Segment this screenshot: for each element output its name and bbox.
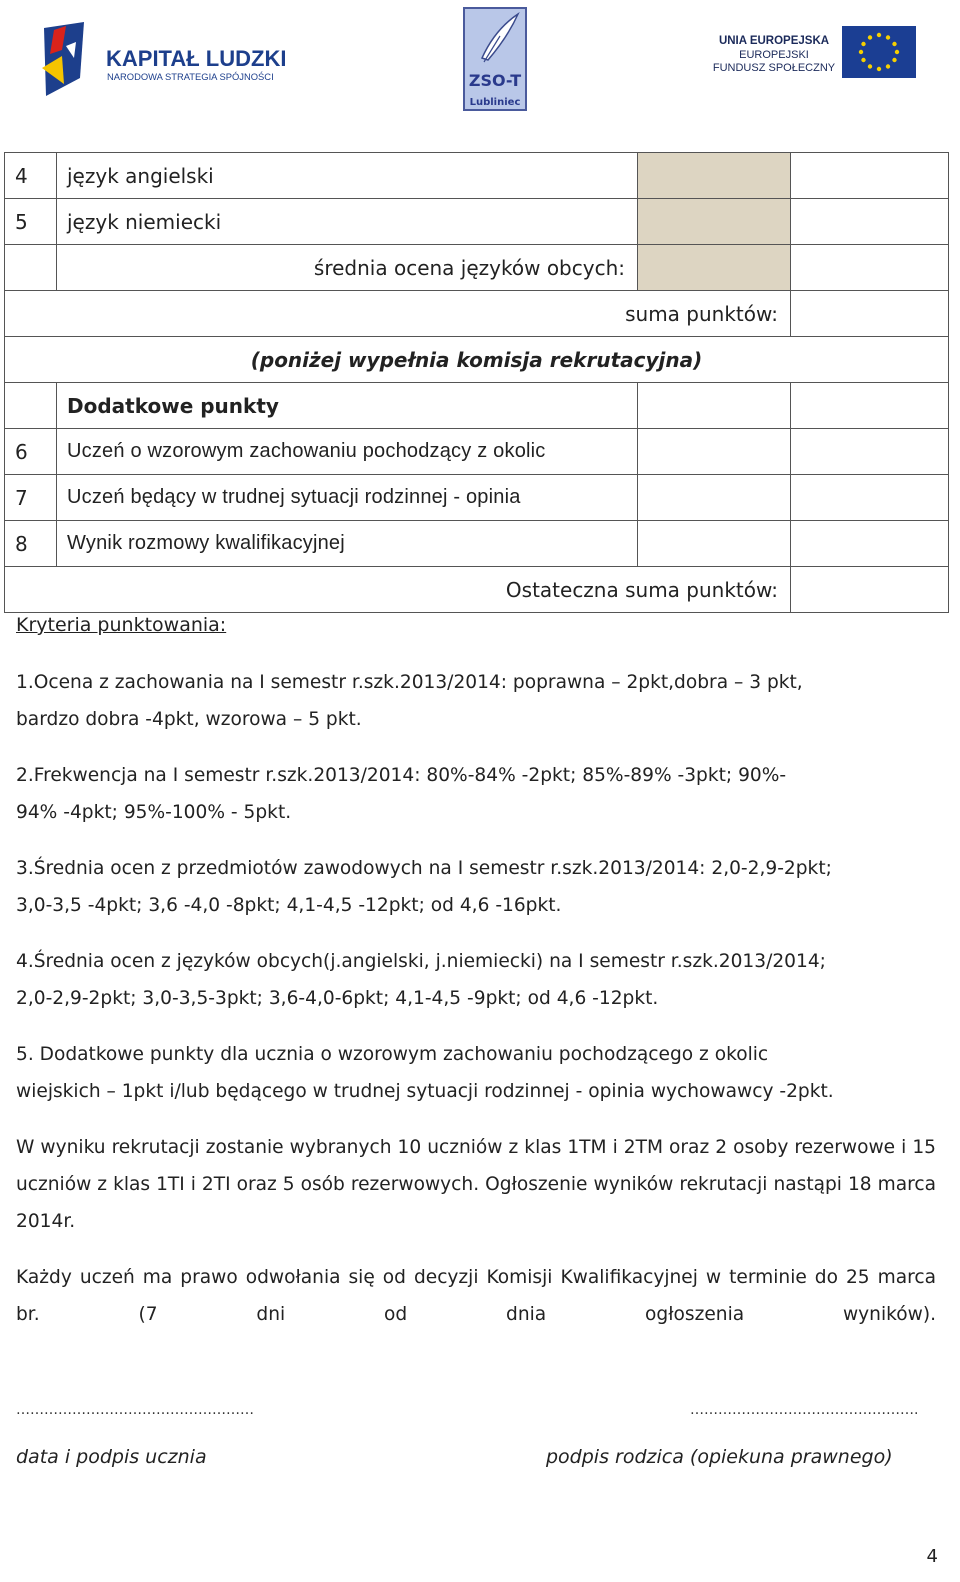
parent-signature-line[interactable]: …………………………………………. [690, 1402, 919, 1418]
row-number: 7 [5, 475, 57, 521]
criteria-heading: Kryteria punktowania: [16, 614, 227, 636]
row-number: 5 [5, 199, 57, 245]
kapital-ludzki-logo [36, 20, 326, 104]
grade-cell[interactable] [638, 199, 791, 245]
sum-points-cell[interactable] [791, 291, 949, 337]
row-number: 8 [5, 521, 57, 567]
row-label: język angielski [57, 153, 638, 199]
empty-cell [791, 383, 949, 429]
grade-cell[interactable] [638, 153, 791, 199]
criteria-list [16, 664, 936, 1352]
row-label: Uczeń o wzorowym zachowaniu pochodzący z okolic [57, 429, 638, 475]
criterion-3 [16, 850, 936, 924]
final-sum-label: Ostateczna suma punktów: [5, 567, 791, 613]
criterion-3-line-a: 3.Średnia ocen z przedmiotów zawodowych na I semestr r.szk.2013/2014: 2,0-2,9-2pkt; [16, 858, 832, 879]
page-number: 4 [926, 1546, 938, 1567]
table-row [5, 567, 949, 613]
final-sum-cell[interactable] [791, 567, 949, 613]
zso-t-logo [462, 6, 528, 112]
points-cell[interactable] [791, 153, 949, 199]
committee-note: (poniżej wypełnia komisja rekrutacyjna) [5, 337, 949, 383]
row-number: 4 [5, 153, 57, 199]
recruitment-form-table [4, 152, 949, 613]
table-row [5, 475, 949, 521]
table-row [5, 153, 949, 199]
kl-title: KAPITAŁ LUDZKI [106, 46, 287, 71]
average-language-label: średnia ocena języków obcych: [57, 245, 638, 291]
table-row [5, 337, 949, 383]
row-label: Uczeń będący w trudnej sytuacji rodzinnej - opinia [57, 475, 638, 521]
criterion-2 [16, 757, 936, 831]
grade-cell[interactable] [638, 521, 791, 567]
empty-cell [638, 383, 791, 429]
table-row [5, 245, 949, 291]
appeal-info: Każdy uczeń ma prawo odwołania się od decyzji Komisji Kwalifikacyjnej w terminie do 25 marca br. (7 dni od dnia ogłoszenia wyników). [16, 1267, 936, 1325]
zso-city: Lubliniec [469, 97, 521, 108]
criterion-3-line-b: 3,0-3,5 -4pkt; 3,6 -4,0 -8pkt; 4,1-4,5 -12pkt; od 4,6 -16pkt. [16, 895, 562, 916]
table-row [5, 521, 949, 567]
points-cell[interactable] [791, 521, 949, 567]
points-cell[interactable] [791, 245, 949, 291]
row-label: język niemiecki [57, 199, 638, 245]
table-row [5, 429, 949, 475]
empty-cell [5, 245, 57, 291]
ue-efs-logo [694, 16, 920, 86]
extra-points-header: Dodatkowe punkty [57, 383, 638, 429]
points-cell[interactable] [791, 199, 949, 245]
average-language-cell[interactable] [638, 245, 791, 291]
table-row [5, 383, 949, 429]
criterion-5 [16, 1036, 936, 1110]
ue-line3: FUNDUSZ SPOŁECZNY [712, 62, 836, 74]
ue-line2: EUROPEJSKI [739, 49, 809, 61]
grade-cell[interactable] [638, 475, 791, 521]
points-cell[interactable] [791, 475, 949, 521]
row-number: 6 [5, 429, 57, 475]
criterion-5-line-a: 5. Dodatkowe punkty dla ucznia o wzorowym zachowaniu pochodzącego z okolic [16, 1044, 769, 1065]
table-row [5, 199, 949, 245]
criterion-5-line-b: wiejskich – 1pkt i/lub będącego w trudnej sytuacji rodzinnej - opinia wychowawcy -2pkt. [16, 1081, 834, 1102]
criterion-1-line-a: 1.Ocena z zachowania na I semestr r.szk.2013/2014: poprawna – 2pkt,dobra – 3 pkt, [16, 672, 803, 693]
row-label: Wynik rozmowy kwalifikacyjnej [57, 521, 638, 567]
grade-cell[interactable] [638, 429, 791, 475]
recruitment-info: W wyniku rekrutacji zostanie wybranych 10 uczniów z klas 1TM i 2TM oraz 2 osoby rezerwowe i 15 uczniów z klas 1TI i 2TI oraz 5 osób rezerwowych. Ogłoszenie wyników rekrutacji nastąpi 18 marca 2014r. [16, 1137, 936, 1232]
criterion-2-line-b: 94% -4pkt; 95%-100% - 5pkt. [16, 802, 292, 823]
kl-subtitle: NARODOWA STRATEGIA SPÓJNOŚCI [107, 71, 274, 82]
page-header [0, 0, 960, 120]
criterion-2-line-a: 2.Frekwencja na I semestr r.szk.2013/2014: 80%-84% -2pkt; 85%-89% -3pkt; 90%- [16, 765, 787, 786]
sum-points-label: suma punktów: [5, 291, 791, 337]
zso-text: ZSO-T [468, 71, 522, 90]
criterion-4-line-a: 4.Średnia ocen z języków obcych(j.angielski, j.niemiecki) na I semestr r.szk.2013/2014; [16, 951, 826, 972]
ue-line1: UNIA EUROPEJSKA [718, 35, 830, 47]
parent-signature-label: podpis rodzica (opiekuna prawnego) [546, 1446, 893, 1468]
student-signature-line[interactable]: …………………………………………… [16, 1402, 254, 1418]
student-signature-label: data i podpis ucznia [16, 1446, 207, 1468]
criterion-1-line-b: bardzo dobra -4pkt, wzorowa – 5 pkt. [16, 709, 362, 730]
empty-cell [5, 383, 57, 429]
points-cell[interactable] [791, 429, 949, 475]
criterion-1 [16, 664, 936, 738]
table-row [5, 291, 949, 337]
criterion-4-line-b: 2,0-2,9-2pkt; 3,0-3,5-3pkt; 3,6-4,0-6pkt; 4,1-4,5 -9pkt; od 4,6 -12pkt. [16, 988, 659, 1009]
criterion-4 [16, 943, 936, 1017]
